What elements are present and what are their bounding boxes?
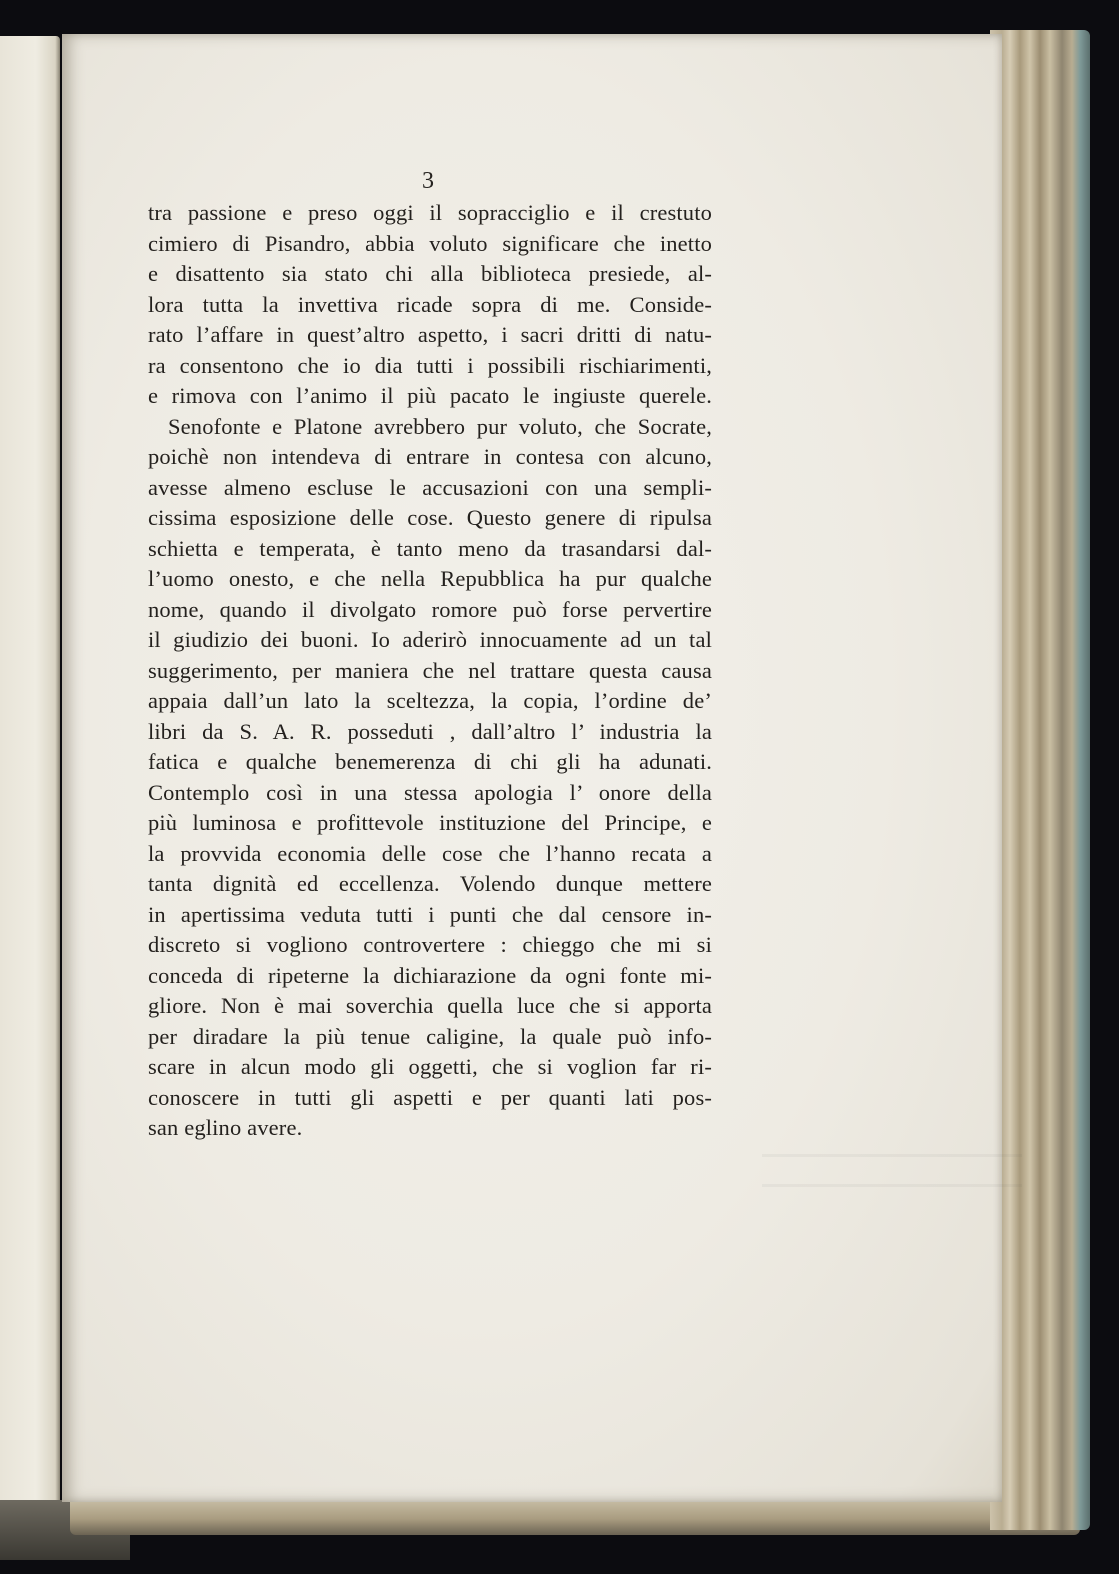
page-block-right-edge xyxy=(990,30,1090,1530)
text-line: discreto si vogliono controvertere : chieggo che mi si xyxy=(148,932,712,957)
text-line: fatica e qualche benemerenza di chi gli ha adunati. xyxy=(148,749,712,774)
text-line: ra consentono che io dia tutti i possibili rischiarimenti, xyxy=(148,352,712,378)
text-line: e disattento sia stato chi alla biblioteca presiede, al- xyxy=(148,261,712,286)
text-line: e rimova con l’animo il più pacato le ingiuste querele. xyxy=(148,383,712,408)
text-line: tanta dignità ed eccellenza. Volendo dunque mettere xyxy=(148,871,712,896)
text-line: più luminosa e profittevole instituzione del Principe, e xyxy=(148,810,712,835)
text-line: conceda di ripeterne la dichiarazione da ogni fonte mi- xyxy=(148,962,712,988)
text-line: libri da S. A. R. posseduti , dall’altro l’ industria la xyxy=(148,718,712,744)
text-line: la provvida economia delle cose che l’hanno recata a xyxy=(148,840,712,866)
text-line: Senofonte e Platone avrebbero pur voluto, che Socrate, xyxy=(168,413,712,439)
text-line: suggerimento, per maniera che nel trattare questa causa xyxy=(148,657,712,683)
text-line: appaia dall’un lato la sceltezza, la copia, l’ordine de’ xyxy=(148,688,712,713)
text-line: tra passione e preso oggi il sopracciglio e il crestuto xyxy=(148,200,712,225)
left-facing-page xyxy=(0,36,60,1516)
text-line: in apertissima veduta tutti i punti che dal censore in- xyxy=(148,901,712,927)
body-text xyxy=(148,198,712,1144)
text-line: nome, quando il divolgato romore può forse pervertire xyxy=(148,596,712,622)
text-line: schietta e temperata, è tanto meno da trasandarsi dal- xyxy=(148,535,712,561)
text-line: cissima esposizione delle cose. Questo genere di ripulsa xyxy=(148,505,712,530)
text-line: l’uomo onesto, e che nella Repubblica ha pur qualche xyxy=(148,566,712,591)
text-line: Contemplo così in una stessa apologia l’ onore della xyxy=(148,779,712,805)
text-line: poichè non intendeva di entrare in contesa con alcuno, xyxy=(148,444,712,469)
show-through-texture xyxy=(762,1154,1022,1214)
text-line: rato l’affare in quest’altro aspetto, i sacri dritti di natu- xyxy=(148,322,712,347)
text-line: lora tutta la invettiva ricade sopra di me. Conside- xyxy=(148,291,712,317)
text-line: gliore. Non è mai soverchia quella luce che si apporta xyxy=(148,993,712,1018)
text-line: avesse almeno escluse le accusazioni con una sempli- xyxy=(148,474,712,500)
text-line: scare in alcun modo gli oggetti, che si voglion far ri- xyxy=(148,1054,712,1079)
text-line: il giudizio dei buoni. Io aderirò innocuamente ad un tal xyxy=(148,627,712,652)
text-line: conoscere in tutti gli aspetti e per quanti lati pos- xyxy=(148,1084,712,1110)
text-line: cimiero di Pisandro, abbia voluto significare che inetto xyxy=(148,230,712,256)
text-line: san eglino avere. xyxy=(148,1115,303,1140)
text-line: per diradare la più tenue caligine, la quale può info- xyxy=(148,1023,712,1049)
book-page: 3 tra passione e preso oggi il sopracciglio e il crestuto cimiero di Pisandro, abbia voluto significare che inetto e disattento sia stato chi alla biblioteca presiede, al- lora tutta la invettiva ricade sopra di me. Conside- rato l’affare in quest’altro aspetto, i sacri dritti di natu- ra consentono che io dia tutti i possibili rischiarimenti, e rimova con l’animo il più pacato le ingiuste querele. Senofonte e Platone avrebbero pur voluto, che Socrate, poichè non intendeva di entrare in contesa con alcuno, avesse almeno escluse le accusazioni con una sempli- cissima esposizione delle cose. Questo genere di ripulsa schietta e temperata, è tanto meno da trasandarsi dal- l’uomo onesto, e che nella Repubblica ha pur qualche nome, quando il divolgato romore può forse pervertire il giudizio dei buoni. Io aderirò innocuamente ad un tal suggerimento, per maniera che nel trattare questa causa appaia dall’un lato la sceltezza, la copia, l’ordine de’ libri da S. A. R. posseduti , dall’altro l’ industria la fatica e qualche benemerenza di chi gli ha adunati. Contemplo così in una stessa apologia l’ onore della più luminosa e profittevole instituzione del Principe, e la provvida economia delle cose che l’hanno recata a tanta dignità ed eccellenza. Volendo dunque mettere in apertissima veduta tutti i punti che dal censore in- discreto si vogliono controvertere : chieggo che mi si conceda di ripeterne la dichiarazione da ogni fonte mi- gliore. Non è mai soverchia quella luce che si apporta per diradare la più tenue caligine, la quale può info- scare in alcun modo gli oggetti, che si voglion far ri- conoscere in tutti gli aspetti e per quanti lati pos- san eglino avere. xyxy=(62,34,1002,1502)
